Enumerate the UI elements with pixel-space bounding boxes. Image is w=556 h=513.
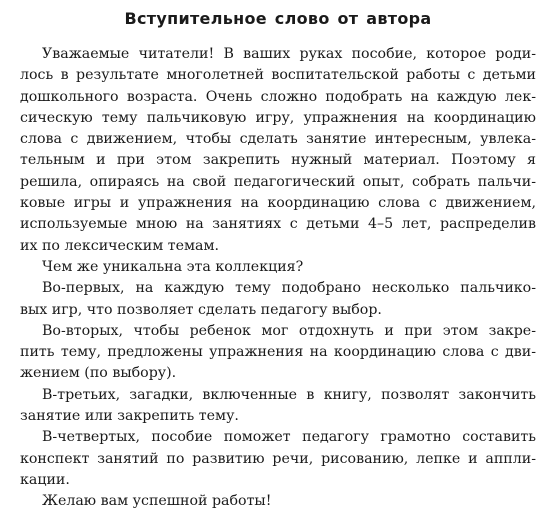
text-line: сическую тему пальчиковую игру, упражнения на координацию [20,109,536,126]
paragraph [20,385,536,428]
text-line: жением (по выбору). [20,365,177,382]
paragraph [20,491,536,512]
document-title: Вступительное слово от автора [124,9,432,28]
text-line: вых игр, что позволяет сделать педагогу выбор. [20,301,382,318]
text-line: пить тему, предложены упражнения на координацию слова с дви- [20,344,536,361]
paragraph [20,44,536,257]
text-line: дошкольного возраста. Очень сложно подобрать на каждую лек- [20,88,536,105]
text-line: тельным и при этом закрепить нужный материал. Поэтому я [20,152,536,169]
text-line: конспект занятий по развитию речи, рисованию, лепке и аппли- [20,450,536,467]
text-line: Уважаемые читатели! В ваших руках пособие, которое роди- [42,46,536,62]
paragraph [20,257,536,278]
text-line: кации. [20,471,70,488]
text-line: Чем же уникальна эта коллекция? [42,258,304,275]
text-line: используемые мною на занятиях с детьми 4–5 лет, распределив [20,216,536,233]
text-line: их по лексическим темам. [20,237,220,254]
text-line: слова с движением, чтобы сделать занятие интересным, увлека- [20,131,536,148]
text-line: занятие или закрепить тему. [20,408,239,425]
text-line: ковые игры и упражнения на координацию слова с движением, [20,195,536,212]
paragraph [20,321,536,385]
text-line: лось в результате многолетней воспитательской работы с детьми [20,67,536,84]
paragraph [20,427,536,491]
text-line: В-четвертых, пособие поможет педагогу грамотно составить [42,429,536,446]
paragraph [20,278,536,321]
document-body [20,44,536,513]
text-line: Во-первых, на каждую тему подобрано несколько пальчико- [42,280,536,297]
text-line: Во-вторых, чтобы ребенок мог отдохнуть и при этом закре- [42,322,536,339]
text-line: решила, опираясь на свой педагогический опыт, собрать пальчи- [20,173,536,190]
text-line: Желаю вам успешной работы! [42,493,272,510]
text-line: В-третьих, загадки, включенные в книгу, позволят закончить [42,386,536,403]
